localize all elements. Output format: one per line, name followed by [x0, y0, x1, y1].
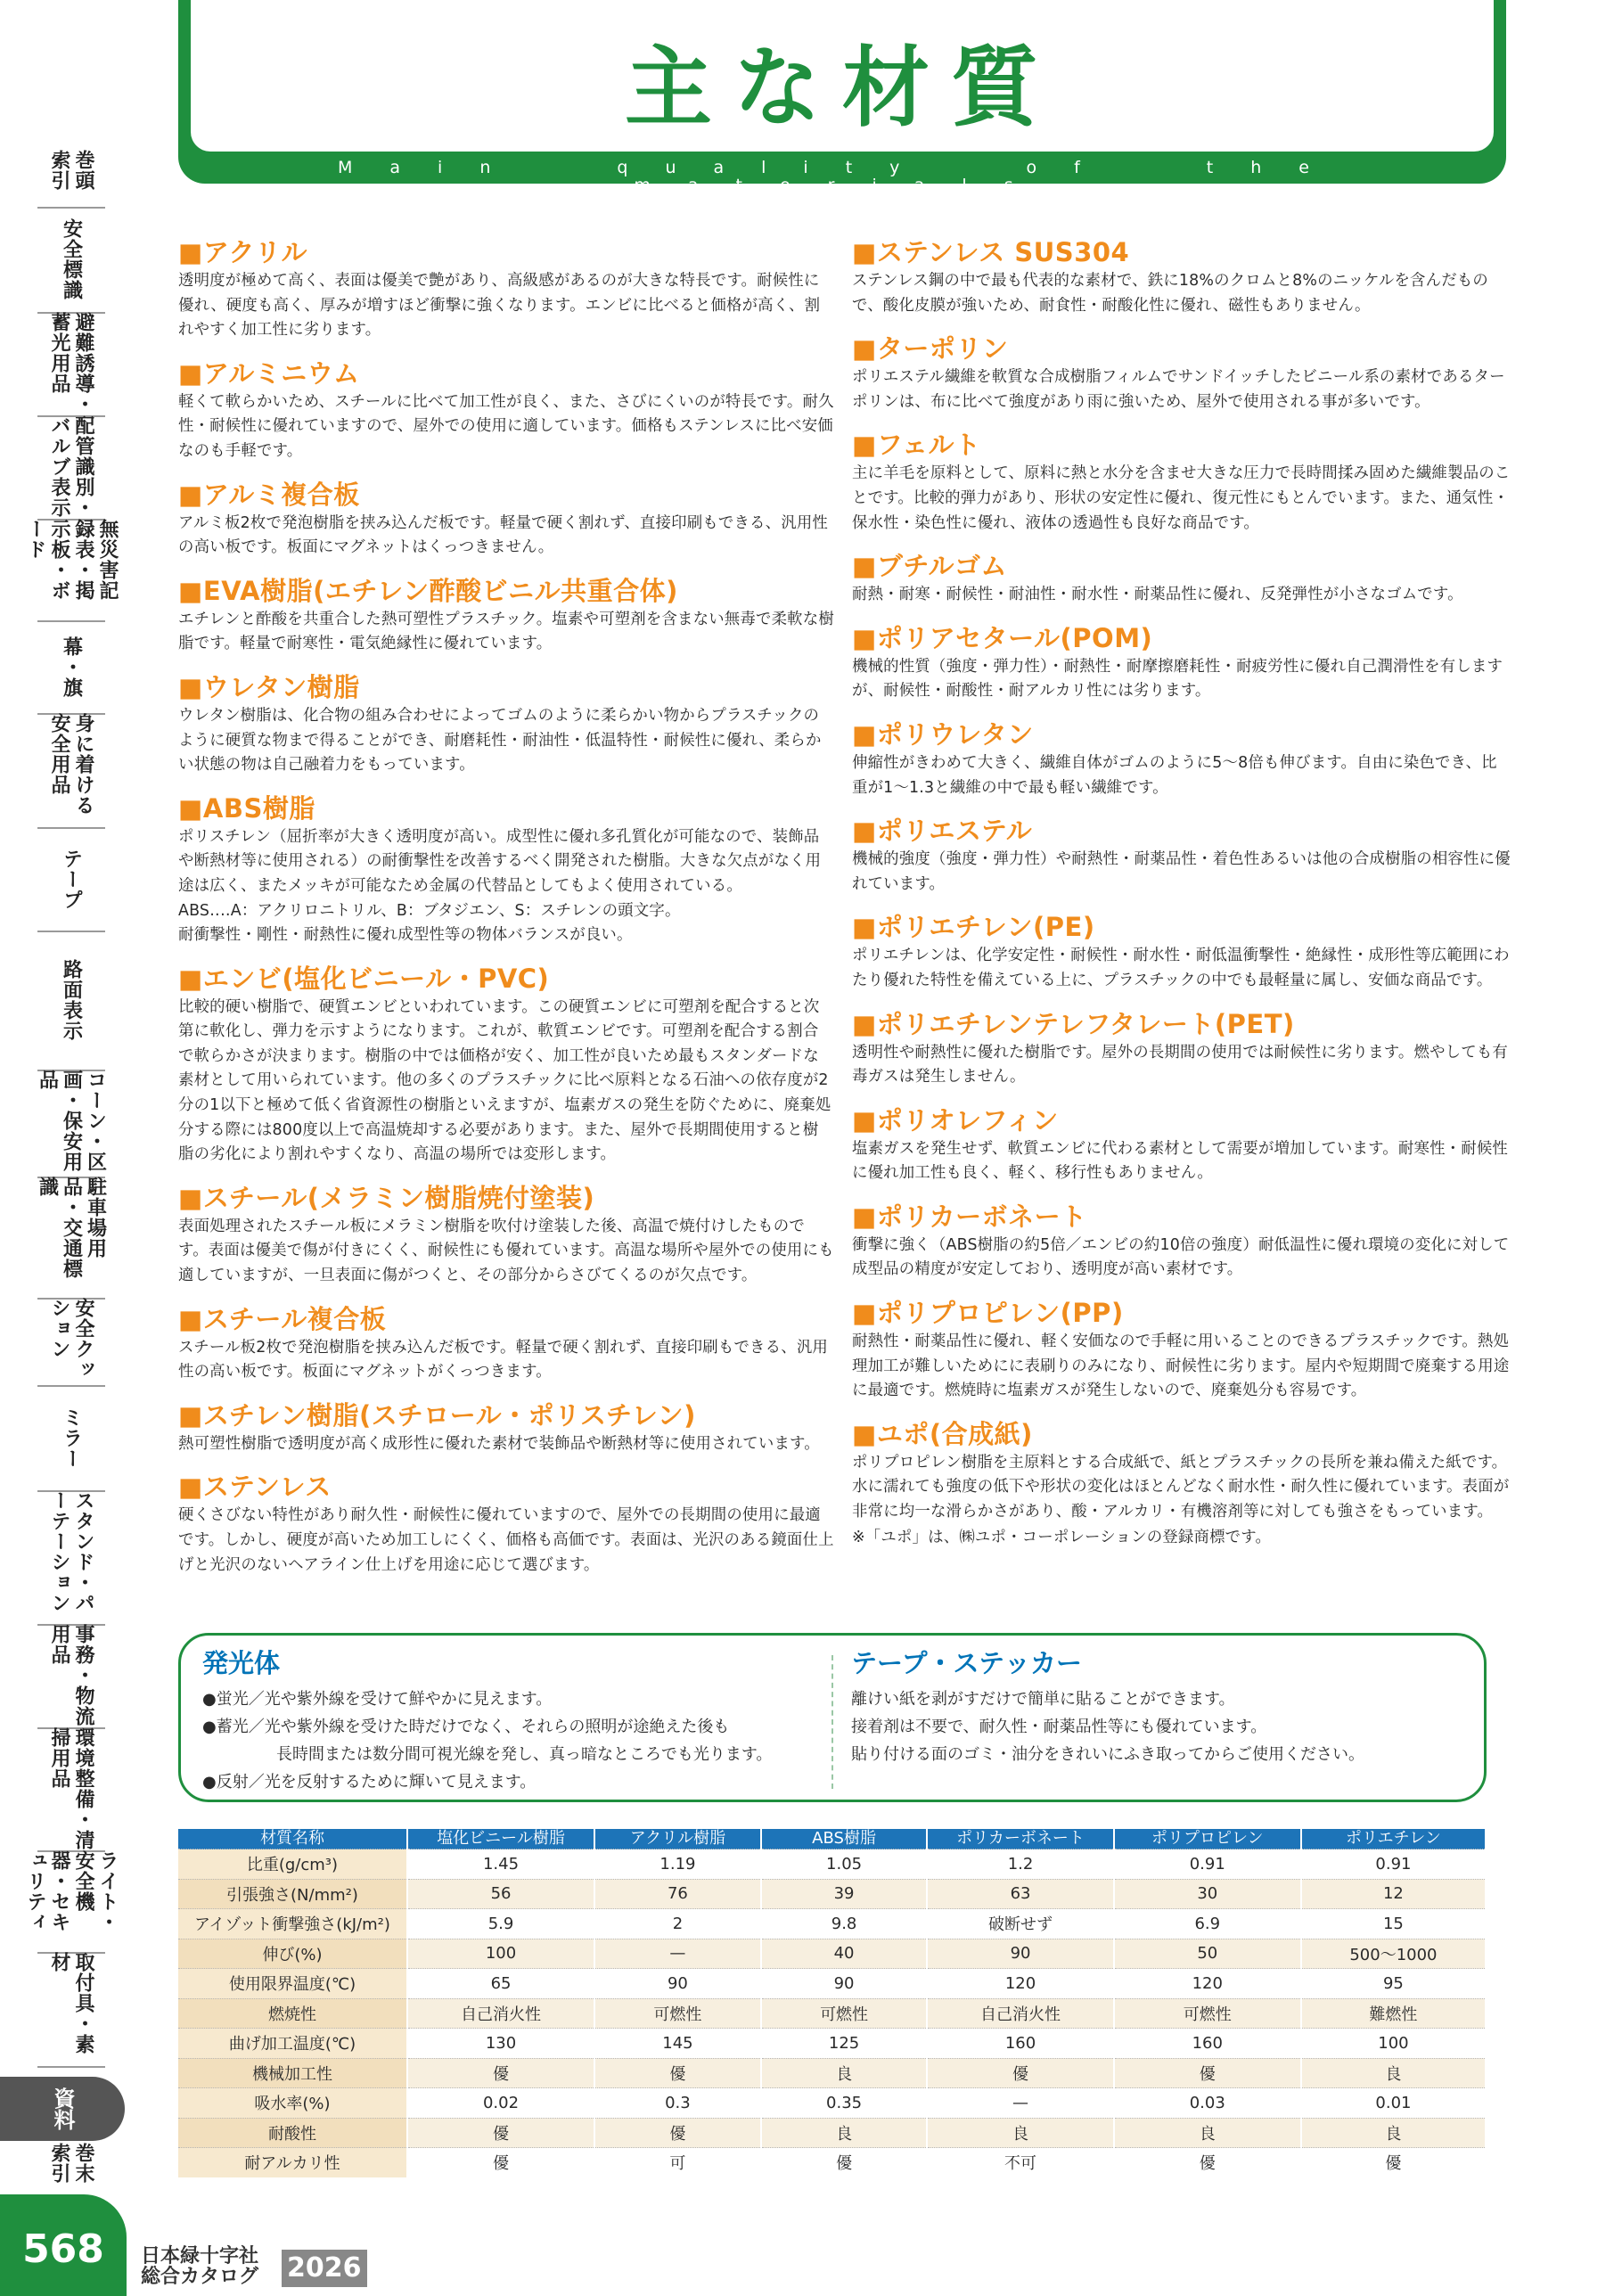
material-heading: ■ポリエチレンテレフタレート(PET) — [852, 1008, 1295, 1039]
sidebar-item-label: 路面表示 — [60, 959, 83, 1041]
table-row-label: 使用限界温度(℃) — [178, 1969, 407, 1999]
sidebar-item[interactable] — [37, 1177, 105, 1300]
table-row — [178, 1939, 1486, 1969]
material-section — [852, 549, 1511, 608]
sidebar-item[interactable] — [37, 1385, 105, 1492]
table-cell: 自己消火性 — [927, 1998, 1113, 2029]
table-row-label: 比重(g/cm³) — [178, 1849, 407, 1880]
table-cell: 自己消火性 — [407, 1998, 594, 2029]
table-header-cell: ABS樹脂 — [761, 1829, 928, 1849]
sidebar-item[interactable] — [37, 1952, 105, 2068]
sidebar-item[interactable] — [37, 312, 105, 417]
table-row-label: 耐アルカリ性 — [178, 2148, 407, 2177]
table-cell: 500〜1000 — [1301, 1939, 1486, 1969]
table-cell: 50 — [1114, 1939, 1301, 1969]
table-cell: 0.35 — [761, 2088, 928, 2119]
luminous-item: ●蓄光／光や紫外線を受けた時だけでなく、それらの照明が途絶えた後も — [202, 1718, 730, 1736]
catalog-name — [141, 2246, 258, 2287]
page-number: 568 — [0, 2194, 127, 2296]
material-heading: ■ポリカーボネート — [852, 1201, 1087, 1232]
material-section — [178, 1398, 834, 1457]
table-cell: 良 — [1301, 2058, 1486, 2088]
material-heading: ■ポリオレフィン — [852, 1104, 1059, 1136]
sidebar-item[interactable] — [37, 827, 105, 932]
material-heading: ■エンビ(塩化ビニール・PVC) — [178, 963, 550, 994]
material-heading: ■EVA樹脂(エチレン酢酸ビニル共重合体) — [178, 575, 678, 606]
material-section — [852, 1417, 1511, 1550]
material-heading: ■ポリエステル — [852, 816, 1033, 847]
material-heading: ■アルミニウム — [178, 357, 360, 389]
table-row — [178, 1969, 1486, 1999]
material-description: 透明度が極めて高く、表面は優美で艶があり、高級感があるのが大きな特長です。耐候性に優れ、硬度も高く、厚みが増すほど衝撃に強くなります。エンビに比べると価格が高く、割れやすく加工性に劣ります。 — [178, 272, 821, 340]
sidebar-item[interactable] — [37, 1490, 105, 1626]
table-row — [178, 2058, 1486, 2088]
table-cell: 0.91 — [1301, 1849, 1486, 1880]
material-description: 機械的強度（強度・弾力性）や耐熱性・耐薬品性・着色性あるいは他の合成樹脂の相容性に優れています。 — [852, 850, 1511, 893]
table-cell: 0.91 — [1114, 1849, 1301, 1880]
table-cell: 0.01 — [1301, 2088, 1486, 2119]
luminous-item-continued: 長時間または数分間可視光線を発し、真っ暗なところでも光ります。 — [276, 1745, 773, 1764]
material-description: 衝撃に強く（ABS樹脂の約5倍／エンビの約10倍の強度）耐低温性に優れ環境の変化に対して成型品の精度が安定しており、透明度が高い素材です。 — [852, 1235, 1510, 1279]
sidebar-item-label: 取付具・素材 — [48, 1952, 94, 2054]
table-cell: 良 — [761, 2118, 928, 2148]
table-header-cell: 塩化ビニール樹脂 — [407, 1829, 594, 1849]
table-cell: 優 — [407, 2148, 594, 2177]
table-cell: 優 — [1301, 2148, 1486, 2177]
material-heading: ■スチール複合板 — [178, 1303, 387, 1334]
material-description: アルミ板2枚で発泡樹脂を挟み込んだ板です。軽量で硬く割れず、直接印刷もできる、汎用性の高い板です。板面にマグネットはくっつきません。 — [178, 513, 829, 557]
table-cell: 120 — [1114, 1969, 1301, 1999]
material-description: スチール板2枚で発泡樹脂を挟み込んだ板です。軽量で硬く割れず、直接印刷もできる、汎用性の高い板です。板面にマグネットがくっつきます。 — [178, 1338, 829, 1382]
table-row — [178, 1998, 1486, 2029]
material-description: 伸縮性がきわめて大きく、繊維自体がゴムのように5〜8倍も伸びます。自由に染色でき、比重が1〜1.3と繊維の中で最も軽い繊維です。 — [852, 753, 1497, 797]
table-row — [178, 1849, 1486, 1880]
table-row-label: 曲げ加工温度(℃) — [178, 2029, 407, 2059]
material-heading: ■ABS樹脂 — [178, 792, 315, 824]
material-heading: ■スチール(メラミン樹脂焼付塗装) — [178, 1182, 595, 1213]
material-description: 透明性や耐熱性に優れた樹脂です。屋外の長期間の使用では耐候性に劣ります。燃やしても有毒ガスは発生しません。 — [852, 1043, 1509, 1086]
material-section — [852, 428, 1511, 536]
table-cell: 63 — [927, 1879, 1113, 1909]
table-header-cell: アクリル樹脂 — [594, 1829, 761, 1849]
material-section — [852, 332, 1511, 414]
material-description-extra: 耐衝撃性・剛性・耐熱性に優れ成型性等の物体バランスが良い。 — [178, 926, 633, 945]
sidebar-item[interactable] — [37, 1727, 105, 1852]
material-section — [178, 1302, 834, 1385]
material-section — [852, 1103, 1511, 1186]
sidebar-item-label: ライト・安全機器・セキュリティ — [24, 1850, 119, 1932]
sidebar-item[interactable] — [37, 620, 105, 715]
material-heading: ■ステンレス — [178, 1472, 332, 1503]
material-description: ポリエステル繊維を軟質な合成樹脂フィルムでサンドイッチしたビニール系の素材であるターポリンは、布に比べて強度があり雨に強いため、屋外で使用される事が多いです。 — [852, 368, 1505, 411]
material-section — [178, 670, 834, 778]
material-description: 軽くて軟らかいため、スチールに比べて加工性が良く、また、さびにくいのが特長です。耐久性・耐候性に優れていますので、屋外での使用に適しています。価格もステンレスに比べ安価なのも手軽です。 — [178, 392, 834, 460]
table-cell: 1.05 — [761, 1849, 928, 1880]
material-section — [852, 718, 1511, 800]
sidebar-item[interactable] — [37, 1298, 105, 1387]
material-description: エチレンと酢酸を共重合した熱可塑性プラスチック。塩素や可塑剤を含まない無毒で柔軟な樹脂です。軽量で耐寒性・電気絶縁性に優れています。 — [178, 610, 834, 653]
table-cell: 90 — [761, 1969, 928, 1999]
sidebar-item[interactable] — [37, 415, 105, 521]
table-cell: 0.03 — [1114, 2088, 1301, 2119]
table-cell: 65 — [407, 1969, 594, 1999]
table-cell: 可燃性 — [761, 1998, 928, 2029]
table-row — [178, 1879, 1486, 1909]
sidebar-item[interactable] — [24, 1850, 119, 1954]
table-cell: 1.2 — [927, 1849, 1113, 1880]
material-description: ポリスチレン（屈折率が大きく透明度が高い。成型性に優れ多孔質化が可能なので、装飾品や断熱材等に使用される）の耐衝撃性を改善するべく開発された樹脂。大きな欠点がなく用途は広く、またメッキが可能なため金属の代替品としてもよく使用されている。 — [178, 827, 822, 895]
table-row — [178, 2088, 1486, 2119]
table-cell: 優 — [594, 2118, 761, 2148]
material-heading: ■ウレタン樹脂 — [178, 671, 360, 702]
table-cell: 5.9 — [407, 1909, 594, 1939]
material-spec-table — [178, 1829, 1487, 2177]
info-box — [178, 1633, 1487, 1802]
luminous-item: ●蛍光／光や紫外線を受けて鮮やかに見えます。 — [202, 1690, 553, 1709]
material-description: 機械的性質（強度・弾力性）・耐熱性・耐摩擦磨耗性・耐疲労性に優れ自己潤滑性を有しますが、耐候性・耐酸性・耐アルカリ性には劣ります。 — [852, 657, 1503, 701]
material-section — [178, 235, 834, 343]
material-description: ウレタン樹脂は、化合物の組み合わせによってゴムのように柔らかい物からプラスチックのように硬質な物まで得ることができ、耐磨耗性・耐油性・低温特性・耐候性に優れ、柔らかい状態の物は自己融着力をもっています。 — [178, 706, 822, 775]
table-row-label: 燃焼性 — [178, 1998, 407, 2029]
table-cell: 160 — [1114, 2029, 1301, 2059]
material-section — [178, 791, 834, 948]
sidebar-item-label: コーン・区画・保安用品 — [36, 1070, 107, 1172]
table-cell: 15 — [1301, 1909, 1486, 1939]
table-cell: 可燃性 — [1114, 1998, 1301, 2029]
trademark-note: ※「ユポ」は、㈱ユポ・コーポレーションの登録商標です。 — [852, 1528, 1272, 1546]
material-heading: ■ポリエチレン(PE) — [852, 912, 1095, 943]
material-description: 表面処理されたスチール板にメラミン樹脂を吹付け塗装した後、高温で焼付けしたものです。表面は優美で傷が付きにくく、耐候性にも優れています。高温な場所や屋外での使用にも適していますが、一旦表面に傷がつくと、その部分からさびてくるのが欠点です。 — [178, 1217, 834, 1285]
sidebar-item-label: 安全標識 — [60, 218, 83, 300]
table-row-label: 機械加工性 — [178, 2058, 407, 2088]
material-description: 耐熱・耐寒・耐候性・耐油性・耐水性・耐薬品性に優れ、反発弾性が小さなゴムです。 — [852, 586, 1463, 604]
table-cell: 優 — [761, 2148, 928, 2177]
table-cell: — — [927, 2088, 1113, 2119]
table-cell: 120 — [927, 1969, 1113, 1999]
material-heading: ■スチレン樹脂(スチロール・ポリスチレン) — [178, 1399, 696, 1431]
table-cell: 9.8 — [761, 1909, 928, 1939]
sidebar-item-label: 巻末索引 — [48, 2143, 94, 2184]
catalog-title: 総合カタログ — [141, 2266, 259, 2288]
sidebar-item-label: 避難誘導・蓄光用品 — [48, 312, 94, 414]
materials-right-column — [852, 235, 1511, 1563]
table-cell: 12 — [1301, 1879, 1486, 1909]
table-row-label: 引張強さ(N/mm²) — [178, 1879, 407, 1909]
material-heading: ■ポリウレタン — [852, 718, 1034, 750]
table-cell: 優 — [1114, 2058, 1301, 2088]
table-cell: 0.3 — [594, 2088, 761, 2119]
material-heading: ■ポリアセタール(POM) — [852, 622, 1153, 653]
table-row — [178, 2118, 1486, 2148]
table-cell: 優 — [407, 2058, 594, 2088]
table-row-label: 耐酸性 — [178, 2118, 407, 2148]
material-section — [852, 235, 1511, 318]
table-cell: 優 — [927, 2058, 1113, 2088]
material-heading: ■ユポ(合成紙) — [852, 1418, 1033, 1449]
sidebar-item[interactable] — [37, 1070, 105, 1178]
table-cell: 0.02 — [407, 2088, 594, 2119]
materials-left-column — [178, 235, 834, 1591]
table-cell: 1.19 — [594, 1849, 761, 1880]
sidebar-item-label: 駐車場用品・交通標識 — [36, 1177, 107, 1279]
catalog-year: 2026 — [282, 2250, 367, 2287]
material-description: ステンレス鋼の中で最も代表的な素材で、鉄に18%のクロムと8%のニッケルを含んだもので、酸化皮膜が強いため、耐食性・耐酸化性に優れ、磁性もありません。 — [852, 272, 1489, 315]
table-cell: 100 — [407, 1939, 594, 1969]
table-cell: 可 — [594, 2148, 761, 2177]
table-cell: 良 — [1114, 2118, 1301, 2148]
sidebar-item-label: 事務・物流用品 — [48, 1624, 94, 1726]
material-heading: ■ポリプロピレン(PP) — [852, 1298, 1124, 1329]
sidebar-item-label: 環境整備・清掃用品 — [48, 1727, 94, 1850]
material-description: 比較的硬い樹脂で、硬質エンビといわれています。この硬質エンビに可塑剤を配合すると次第に軟化し、弾力を示すようになります。これが、軟質エンビです。可塑剤を配合する割合で軟らかさが決まります。樹脂の中では価格が安く、加工性が良いため最もスタンダードな素材として用いられています。他の多くのプラスチックに比べ原料となる石油への依存度が2分の1以下と極めて低く省資源性の樹脂といえますが、塩素ガスの発生を防ぐために、廃棄処分する際には800度以上で高温焼却する必要があります。また、屋外で長期間使用すると樹脂の劣化により割れやすくなり、高温の場所では変形します。 — [178, 997, 831, 1164]
sidebar-item-label: スタンド・パーテーション — [48, 1490, 94, 1613]
table-row — [178, 1909, 1486, 1939]
table-cell: 90 — [927, 1939, 1113, 1969]
sidebar-item-label: テープ — [60, 848, 83, 910]
table-row-label: 伸び(%) — [178, 1939, 407, 1969]
material-section — [852, 1007, 1511, 1090]
page-header — [178, 0, 1506, 195]
table-cell: 難燃性 — [1301, 1998, 1486, 2029]
sidebar-item-label: 安全クッション — [48, 1298, 94, 1380]
material-section — [178, 574, 834, 657]
material-section — [178, 1181, 834, 1289]
table-header-cell: 材質名称 — [178, 1829, 407, 1849]
sidebar-item[interactable] — [37, 931, 105, 1071]
material-description: 熱可塑性樹脂で透明度が高く成形性に優れた素材で装飾品や断熱材等に使用されています。 — [178, 1434, 820, 1453]
material-heading: ■フェルト — [852, 430, 981, 461]
sidebar-item[interactable] — [37, 207, 105, 314]
table-cell: 1.45 — [407, 1849, 594, 1880]
table-cell: 56 — [407, 1879, 594, 1909]
tape-title: テープ・ステッカー — [851, 1648, 1082, 1678]
table-cell: 39 — [761, 1879, 928, 1909]
luminous-section — [202, 1646, 826, 1796]
sidebar-item[interactable] — [37, 1624, 105, 1729]
table-cell: 破断せず — [927, 1909, 1113, 1939]
material-description: ポリエチレンは、化学安定性・耐候性・耐水性・耐低温衝撃性・絶縁性・成形性等広範囲にわたり優れた特性を備えている上に、プラスチックの中でも最軽量に属し、安価な商品です。 — [852, 947, 1510, 989]
sidebar-item[interactable] — [37, 713, 105, 829]
material-heading: ■ブチルゴム — [852, 551, 1007, 582]
sidebar-item[interactable] — [37, 150, 105, 209]
table-cell: 6.9 — [1114, 1909, 1301, 1939]
material-section — [178, 962, 834, 1168]
sidebar-item-label: ミラー — [60, 1406, 83, 1469]
table-cell: 優 — [407, 2118, 594, 2148]
material-section — [852, 1200, 1511, 1283]
table-cell: 30 — [1114, 1879, 1301, 1909]
page-title: 主な材質 — [624, 37, 1060, 139]
tape-line: 離けい紙を剥がすだけで簡単に貼ることができます。 — [851, 1690, 1235, 1709]
table-cell: 不可 — [927, 2148, 1113, 2177]
sidebar-item-active[interactable] — [0, 2077, 125, 2141]
catalog-company: 日本緑十字社 — [141, 2245, 259, 2267]
table-row — [178, 2148, 1486, 2177]
table-row-label: 吸水率(%) — [178, 2088, 407, 2119]
table-cell: 125 — [761, 2029, 928, 2059]
sidebar-item-label: 無災害記録表・掲示板・ボード — [24, 519, 119, 601]
table-cell: 130 — [407, 2029, 594, 2059]
table-cell: 40 — [761, 1939, 928, 1969]
table-cell: 優 — [1114, 2148, 1301, 2177]
material-section — [178, 357, 834, 464]
table-cell: 2 — [594, 1909, 761, 1939]
material-description: 塩素ガスを発生せず、軟質エンビに代わる素材として需要が増加しています。耐寒性・耐候性に優れ加工性も良く、軽く、移行性もありません。 — [852, 1139, 1509, 1183]
material-description: 硬くさびない特性があり耐久性・耐候性に優れていますので、屋外での長期間の使用に最適です。しかし、硬度が高いため加工しにくく、価格も高価です。表面は、光沢のある鏡面仕上げと光沢のないヘアライン仕上げを用途に応じて選びます。 — [178, 1506, 834, 1574]
material-section — [852, 1296, 1511, 1404]
table-cell: 145 — [594, 2029, 761, 2059]
sidebar-item-label: 幕・旗 — [60, 636, 83, 698]
material-description-extra: ABS‥‥A：アクリロニトリル、B：ブタジエン、S：スチレンの頭文字。 — [178, 901, 681, 920]
table-cell: 76 — [594, 1879, 761, 1909]
box-divider — [831, 1655, 833, 1789]
material-description: 耐熱性・耐薬品性に優れ、軽く安価なので手軽に用いることのできるプラスチックです。熱処理加工が難しいためにに表刷りのみになり、耐候性に劣ります。屋内や短期間で廃棄する用途に最適です。燃焼時に塩素ガスが発生しないので、廃棄処分も容易です。 — [852, 1332, 1510, 1400]
header-panel — [191, 0, 1494, 152]
table-header-cell: ポリエチレン — [1301, 1829, 1486, 1849]
sidebar-item-label: 巻頭索引 — [48, 150, 94, 191]
table-cell: 優 — [594, 2058, 761, 2088]
table-cell: 95 — [1301, 1969, 1486, 1999]
material-heading: ■ステンレス SUS304 — [852, 237, 1130, 267]
table-cell: 100 — [1301, 2029, 1486, 2059]
table-cell: 良 — [761, 2058, 928, 2088]
table-row-label: アイゾット衝撃強さ(kJ/m²) — [178, 1909, 407, 1939]
page-subtitle: Main quality of the materials — [338, 158, 1347, 195]
tape-line: 貼り付ける面のゴミ・油分をきれいにふき取ってからご使用ください。 — [851, 1745, 1364, 1764]
luminous-title: 発光体 — [202, 1648, 281, 1678]
material-heading: ■ターポリン — [852, 333, 1009, 365]
sidebar-item[interactable] — [24, 519, 119, 622]
material-section — [852, 910, 1511, 993]
table-cell: 良 — [1301, 2118, 1486, 2148]
tape-line: 接着剤は不要で、耐久性・耐薬品性等にも優れています。 — [851, 1718, 1267, 1736]
tape-section — [851, 1646, 1466, 1768]
material-description: 主に羊毛を原料として、原料に熱と水分を含ませ大きな圧力で長時間揉み固めた繊維製品のことです。比較的弾力があり、形状の安定性に優れ、復元性にもとんでいます。また、通気性・保水性・染色性に優れ、液体の透過性も良好な商品です。 — [852, 464, 1511, 532]
sidebar-item-label: 身に着ける安全用品 — [48, 713, 94, 816]
luminous-item: ●反射／光を反射するために輝いて見えます。 — [202, 1773, 537, 1792]
table-row — [178, 2029, 1486, 2059]
material-section — [852, 814, 1511, 897]
sidebar-item-label: 配管識別・バルブ表示 — [48, 415, 94, 518]
table-header-cell: ポリプロピレン — [1114, 1829, 1301, 1849]
material-section — [852, 621, 1511, 704]
material-section — [178, 478, 834, 561]
material-section — [178, 1470, 834, 1578]
table-cell: 良 — [927, 2118, 1113, 2148]
material-description: ポリプロピレン樹脂を主原料とする合成紙で、紙とプラスチックの長所を兼ね備えた紙です。水に濡れても強度の低下や形状の変化はほとんどなく耐水性・耐久性に優れています。表面が非常に均一な滑らかさがあり、酸・アルカリ・有機溶剤等に対しても強さをもっています。 — [852, 1453, 1510, 1521]
table-header-cell: ポリカーボネート — [927, 1829, 1113, 1849]
table-cell: 可燃性 — [594, 1998, 761, 2029]
table-header-row — [178, 1829, 1486, 1849]
table-cell: 90 — [594, 1969, 761, 1999]
material-heading: ■アルミ複合板 — [178, 479, 360, 510]
table-cell: 160 — [927, 2029, 1113, 2059]
sidebar-active-label: 資料 — [50, 2087, 75, 2130]
sidebar-item-end-index[interactable] — [37, 2143, 105, 2194]
material-heading: ■アクリル — [178, 237, 308, 267]
table-cell: — — [594, 1939, 761, 1969]
